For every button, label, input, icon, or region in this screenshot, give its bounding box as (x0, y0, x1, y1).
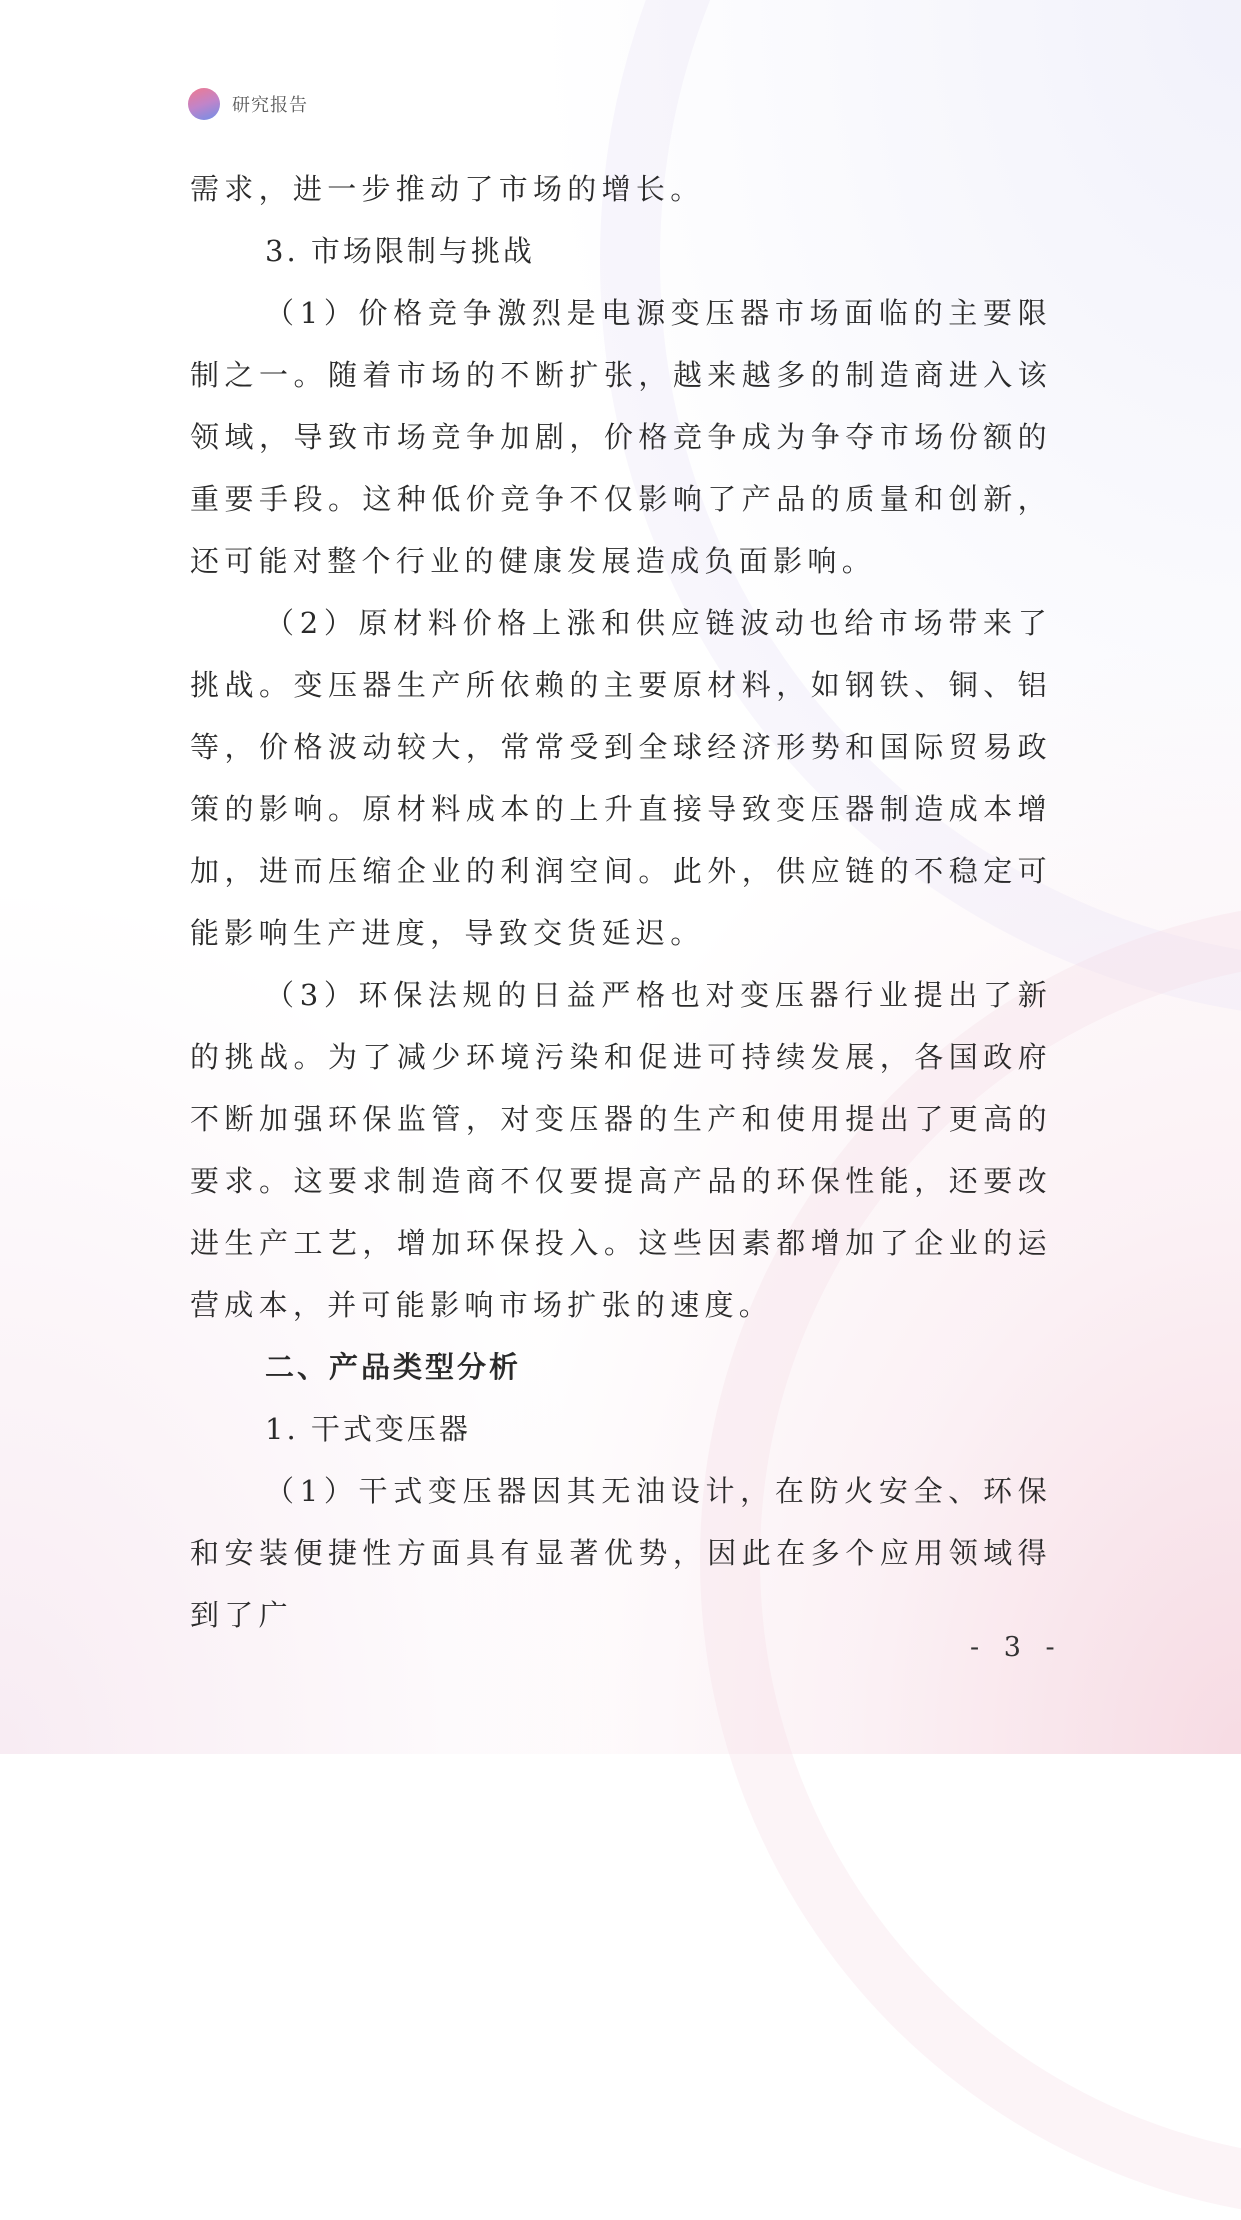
document-body (190, 158, 1052, 1646)
report-header (188, 88, 308, 120)
paragraph: （2）原材料价格上涨和供应链波动也给市场带来了挑战。变压器生产所依赖的主要原材料，如钢铁、铜、铝等，价格波动较大，常常受到全球经济形势和国际贸易政策的影响。原材料成本的上升直接导致变压器制造成本增加，进而压缩企业的利润空间。此外，供应链的不稳定可能影响生产进度，导致交货延迟。 (190, 606, 1052, 950)
paragraph: （1）干式变压器因其无油设计，在防火安全、环保和安装便捷性方面具有显著优势，因此在多个应用领域得到了广 (190, 1474, 1052, 1632)
section-heading: 二、产品类型分析 (265, 1350, 522, 1384)
paragraph-continuation: 需求，进一步推动了市场的增长。 (190, 172, 705, 206)
report-logo-icon (188, 88, 220, 120)
paragraph: （1）价格竞争激烈是电源变压器市场面临的主要限制之一。随着市场的不断扩张，越来越多的制造商进入该领域，导致市场竞争加剧，价格竞争成为争夺市场份额的重要手段。这种低价竞争不仅影响了产品的质量和创新，还可能对整个行业的健康发展造成负面影响。 (190, 296, 1052, 578)
subsection-heading: 3. 市场限制与挑战 (265, 234, 535, 268)
report-header-label: 研究报告 (232, 95, 308, 116)
subsection-heading: 1. 干式变压器 (265, 1412, 471, 1446)
page-number: - 3 - (970, 1632, 1063, 1663)
paragraph: （3）环保法规的日益严格也对变压器行业提出了新的挑战。为了减少环境污染和促进可持续发展，各国政府不断加强环保监管，对变压器的生产和使用提出了更高的要求。这要求制造商不仅要提高产品的环保性能，还要改进生产工艺，增加环保投入。这些因素都增加了企业的运营成本，并可能影响市场扩张的速度。 (190, 978, 1052, 1322)
